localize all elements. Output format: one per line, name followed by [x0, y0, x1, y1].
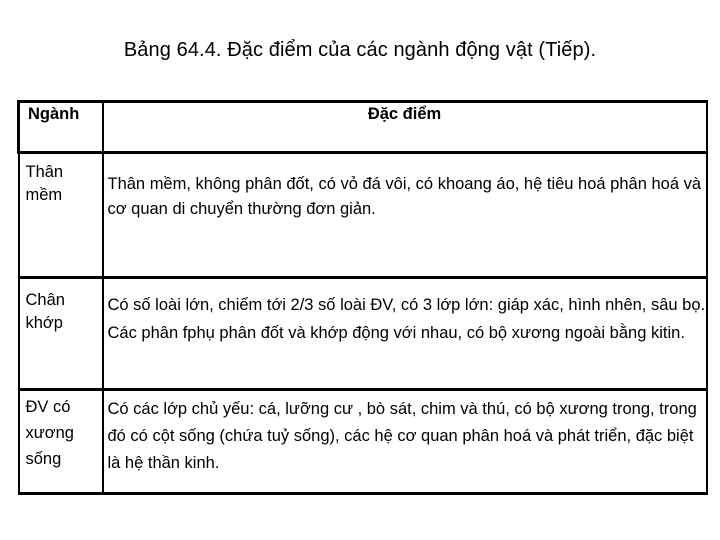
slide-title: Bảng 64.4. Đặc điểm của các ngành động vật (Tiếp). — [123, 39, 597, 61]
row-nganh: Chân khớp — [25, 291, 65, 332]
row-dac-diem: Có các lớp chủ yếu: cá, lưỡng cư , bò sát, chim và thú, có bộ xương trong, trong đó có cột sống (chứa tuỷ sống), các hệ cơ quan phân hoá và phát triển, đặc biệt là hệ thần kinh. — [107, 400, 697, 472]
table-row — [19, 153, 707, 278]
row-dac-diem: Thân mềm, không phân đốt, có vỏ đá vôi, có khoang áo, hệ tiêu hoá phân hoá và cơ quan di chuyển thường đơn giản. — [107, 175, 702, 218]
row-nganh: ĐV có xương sống — [25, 398, 74, 468]
row-dac-diem: Có số loài lớn, chiếm tới 2/3 số loài ĐV, có 3 lớp lớn: giáp xác, hình nhên, sâu bọ. Các phân fphụ phân đốt và khớp động với nhau, có bộ xương ngoài bằng kitin. — [107, 296, 706, 342]
table-header-row — [19, 102, 707, 153]
table-row — [19, 278, 707, 390]
row-nganh: Thân mềm — [25, 163, 64, 204]
header-dac-diem: Đặc điểm — [103, 102, 707, 153]
characteristics-table — [17, 100, 708, 495]
header-nganh: Ngành — [19, 102, 103, 153]
table-row — [19, 390, 707, 494]
